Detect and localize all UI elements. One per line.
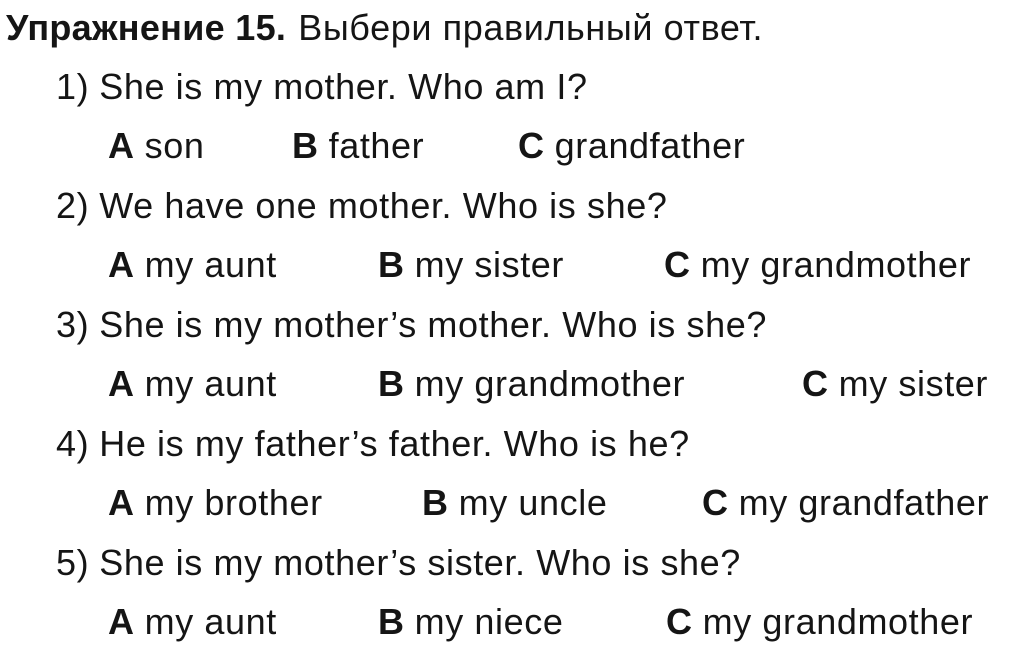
question-4-option-c[interactable] [702,481,989,525]
option-text: my niece [414,601,564,642]
question-number: 5) [56,542,90,583]
question-text: She is my mother. Who am I? [99,66,588,107]
question-4 [56,422,690,466]
option-text: my aunt [144,601,277,642]
option-letter: B [292,125,319,166]
question-number: 2) [56,185,90,226]
option-text: my aunt [144,363,277,404]
question-2 [56,184,667,228]
option-letter: B [422,482,449,523]
question-2-option-b[interactable] [378,243,564,287]
option-text: my grandmother [414,363,686,404]
question-number: 4) [56,423,90,464]
question-3-option-a[interactable] [108,362,277,406]
question-text: She is my mother’s sister. Who is she? [99,542,741,583]
question-1-option-a[interactable] [108,124,204,168]
question-1-option-c[interactable] [518,124,745,168]
question-4-option-a[interactable] [108,481,323,525]
option-text: grandfather [554,125,746,166]
option-letter: B [378,601,405,642]
question-text: We have one mother. Who is she? [99,185,668,226]
option-letter: C [802,363,829,404]
option-text: my aunt [144,244,277,285]
exercise-instruction: Выбери правильный ответ. [298,7,764,48]
question-1 [56,65,588,109]
option-letter: C [664,244,691,285]
question-1-option-b[interactable] [292,124,424,168]
question-2-option-c[interactable] [664,243,971,287]
option-letter: B [378,363,405,404]
question-number: 1) [56,66,90,107]
option-letter: A [108,601,135,642]
option-text: my grandmother [700,244,972,285]
option-text: my grandmother [702,601,974,642]
option-letter: A [108,244,135,285]
question-4-option-b[interactable] [422,481,607,525]
option-text: father [328,125,425,166]
question-5 [56,541,741,585]
question-5-option-c[interactable] [666,600,973,644]
question-3-option-c[interactable] [802,362,988,406]
option-text: my uncle [458,482,608,523]
question-5-option-a[interactable] [108,600,277,644]
option-text: son [144,125,205,166]
option-letter: C [666,601,693,642]
option-letter: A [108,482,135,523]
question-number: 3) [56,304,90,345]
question-3-option-b[interactable] [378,362,685,406]
option-text: my grandfather [738,482,990,523]
option-letter: C [702,482,729,523]
option-letter: A [108,363,135,404]
question-text: He is my father’s father. Who is he? [99,423,690,464]
option-letter: C [518,125,545,166]
question-text: She is my mother’s mother. Who is she? [99,304,767,345]
option-text: my brother [144,482,323,523]
question-2-option-a[interactable] [108,243,277,287]
option-letter: B [378,244,405,285]
question-3 [56,303,767,347]
exercise-heading [6,6,763,50]
question-5-option-b[interactable] [378,600,563,644]
option-text: my sister [414,244,565,285]
option-text: my sister [838,363,989,404]
exercise-label: Упражнение 15. [6,7,287,48]
option-letter: A [108,125,135,166]
